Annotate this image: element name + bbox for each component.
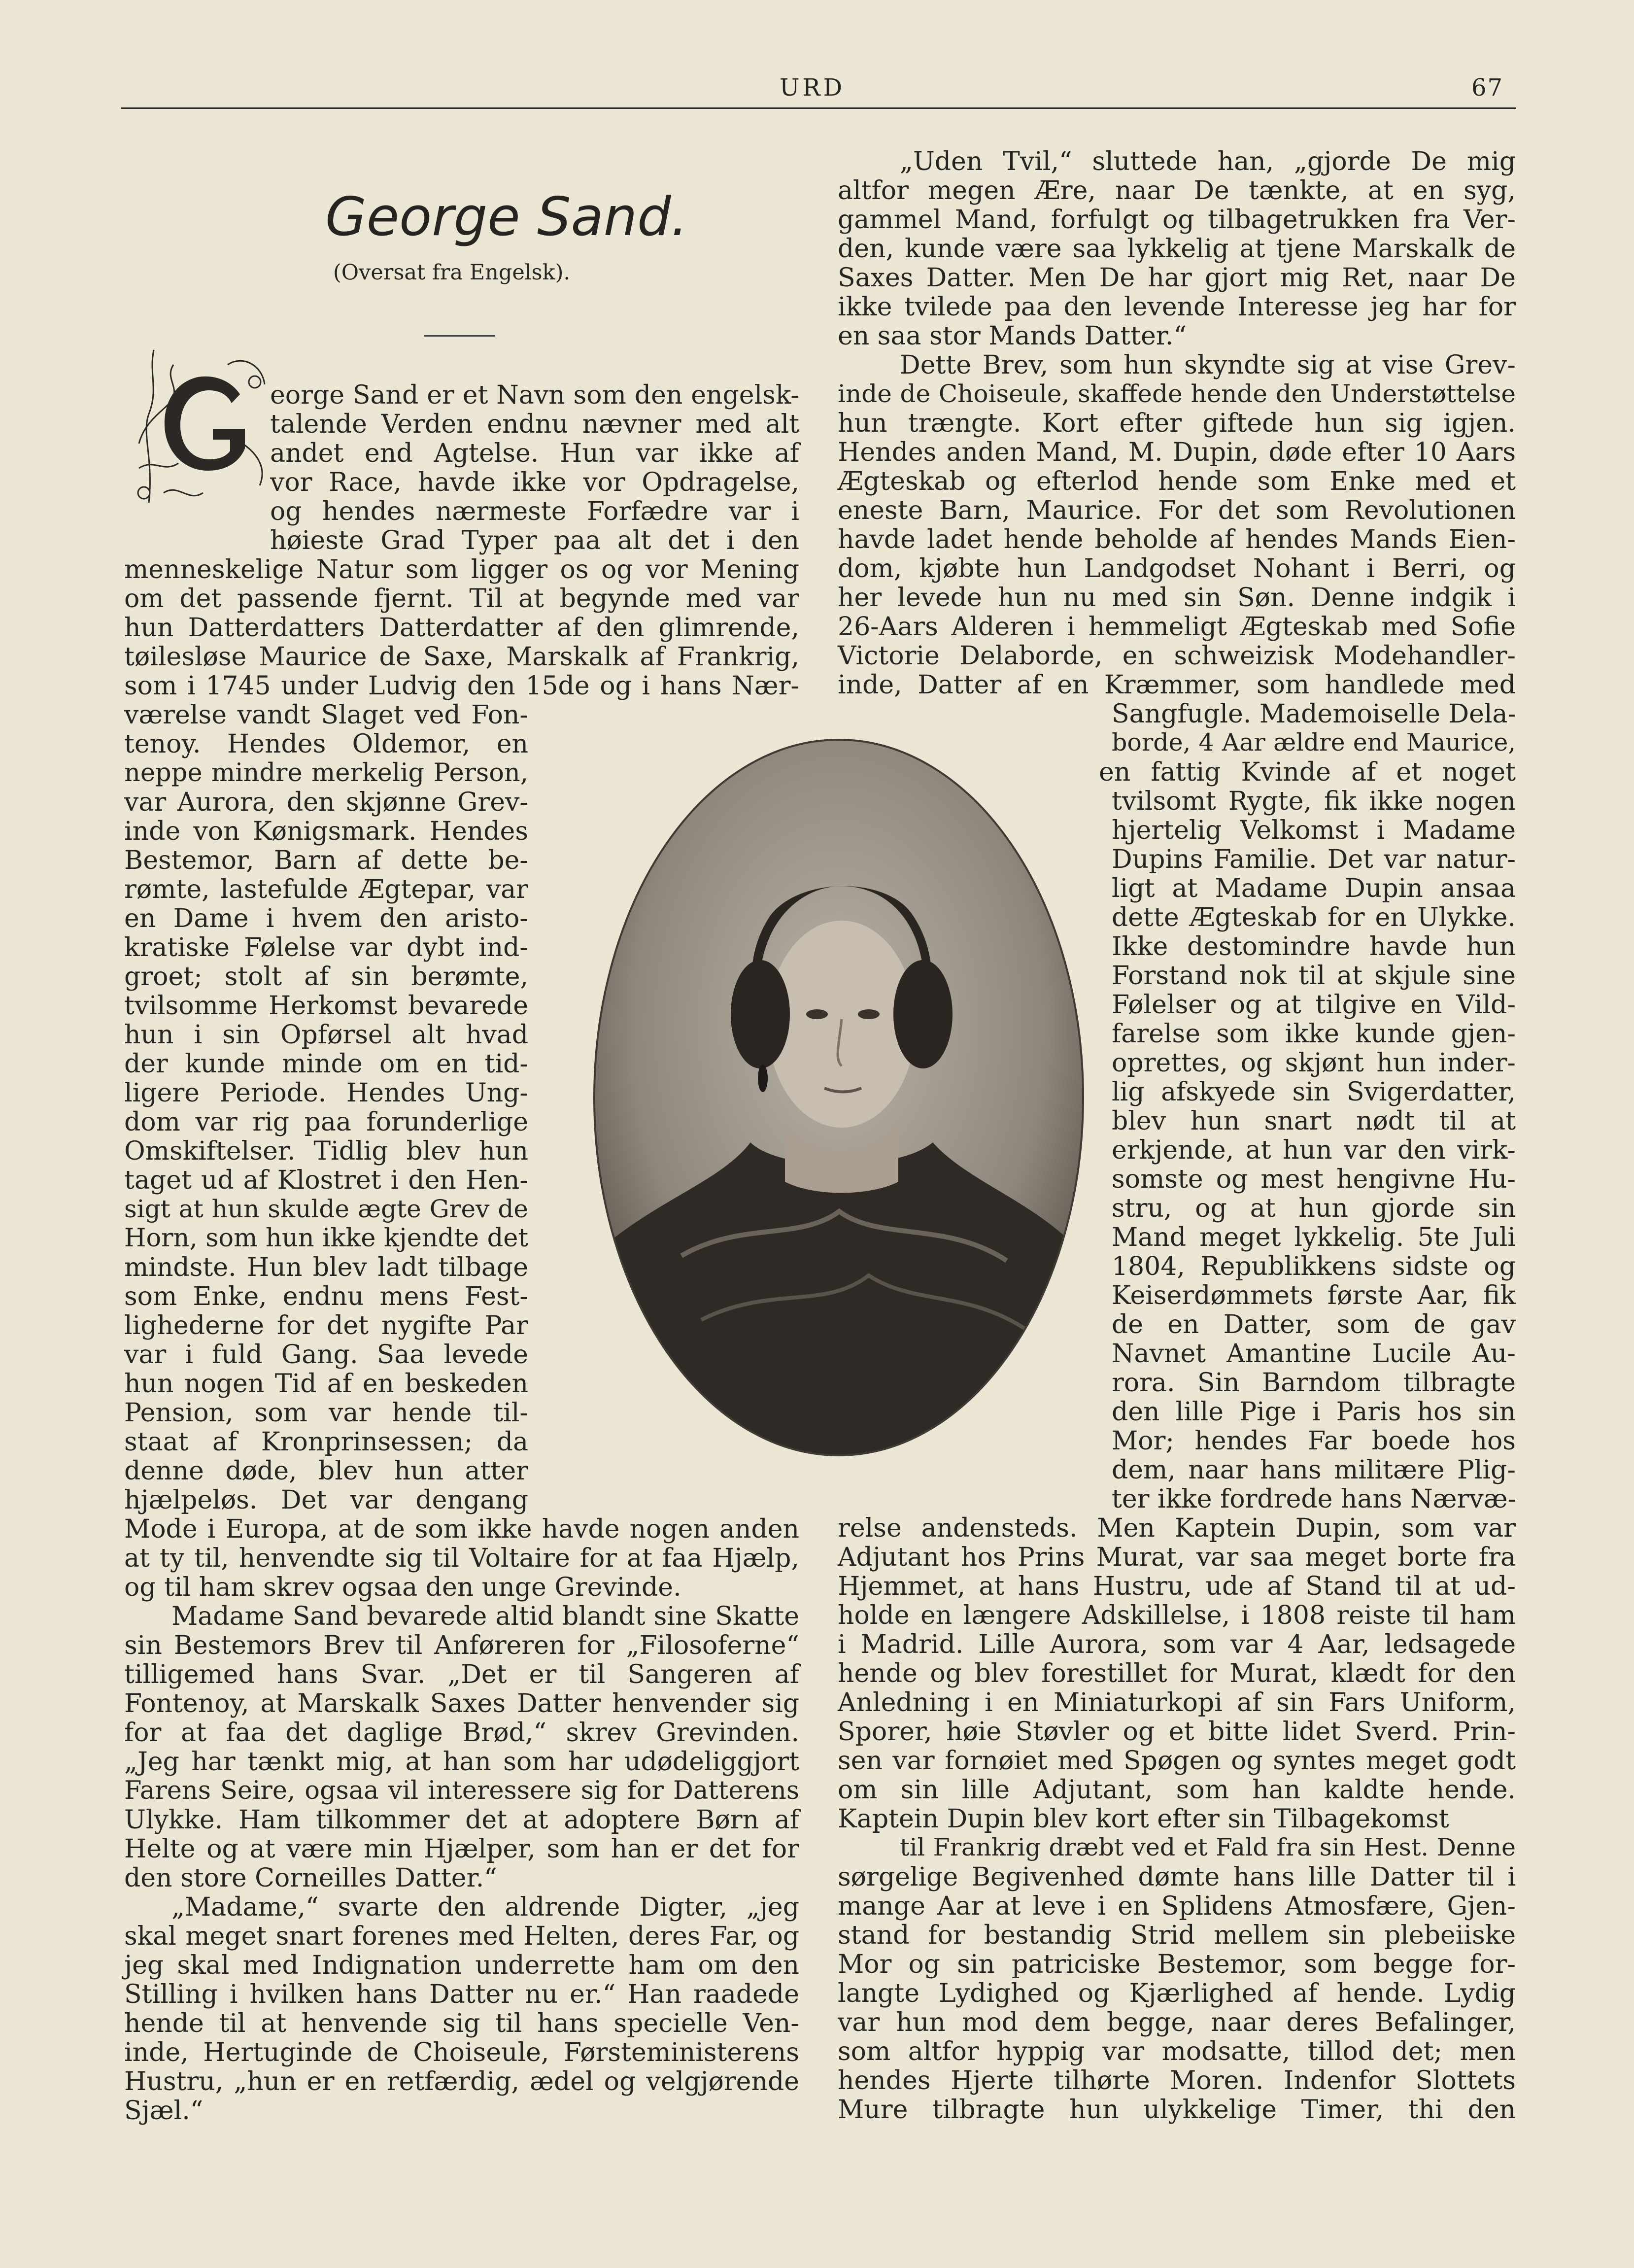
text-line: Forstand nok til at skjule sine (1112, 961, 1516, 991)
text-line: inde, Datter af en Kræmmer, som handlede med (838, 670, 1516, 700)
text-line: skal meget snart forenes med Helten, deres Far, og (124, 1922, 799, 1951)
drop-cap-ornament-icon (129, 345, 270, 508)
text-line: taget ud af Klostret i den Hen- (124, 1166, 528, 1195)
text-line: var hun mod dem begge, naar deres Befalinger, (838, 2008, 1516, 2037)
text-line: Helte og at være min Hjælper, som han er det for (124, 1834, 799, 1864)
text-line: rømte, lastefulde Ægtepar, var (124, 875, 528, 904)
text-line: som Enke, endnu mens Fest- (124, 1282, 528, 1311)
text-line: stru, og at hun gjorde sin (1112, 1194, 1516, 1223)
text-line: altfor megen Ære, naar De tænkte, at en syg, (838, 176, 1516, 206)
text-line: Dupins Familie. Det var natur- (1112, 845, 1516, 874)
text-line: inde, Hertuginde de Choiseule, Førsteministerens (124, 2038, 799, 2067)
text-line: „Madame,“ svarte den aldrende Digter, „jeg (171, 1892, 799, 1922)
text-line: farelse som ikke kunde gjen- (1112, 1019, 1516, 1049)
text-line: til Frankrig dræbt ved et Fald fra sin Hest. Denne (900, 1833, 1516, 1861)
text-line: værelse vandt Slaget ved Fon- (124, 700, 528, 730)
text-line: Ulykke. Ham tilkommer det at adoptere Børn af (124, 1805, 799, 1835)
text-line: Mand meget lykkelig. 5te Juli (1112, 1223, 1516, 1252)
text-line: borde, 4 Aar ældre end Maurice, (1112, 728, 1516, 756)
text-line: dem, naar hans militære Plig- (1112, 1455, 1516, 1485)
text-line: staat af Kronprinsessen; da (124, 1427, 528, 1457)
text-line: stand for bestandig Strid mellem sin plebeiiske (838, 1921, 1516, 1950)
text-line: talende Verden endnu nævner med alt (270, 410, 799, 439)
text-line: og til ham skrev ogsaa den unge Grevinde. (124, 1573, 681, 1602)
text-line: Mor og sin patriciske Bestemor, som begge for- (838, 1950, 1516, 1979)
text-line: tvilsomt Rygte, fik ikke nogen (1112, 787, 1516, 816)
text-line: en fattig Kvinde af et noget (1099, 757, 1516, 787)
text-line: somste og mest hengivne Hu- (1112, 1165, 1516, 1194)
text-line: Madame Sand bevarede altid blandt sine Skatte (171, 1602, 799, 1631)
text-line: den lille Pige i Paris hos sin (1112, 1397, 1516, 1427)
text-line: hende og blev forestillet for Murat, klædt for den (838, 1659, 1516, 1688)
text-line: jeg skal med Indignation underrette ham om den (124, 1951, 799, 1980)
text-line: langte Lydighed og Kjærlighed af hende. Lydig (838, 1979, 1516, 2008)
text-line: tøilesløse Maurice de Saxe, Marskalk af Frankrig, (124, 642, 799, 672)
text-line: hendes Hjerte tilhørte Moren. Indenfor Slottets (838, 2066, 1516, 2096)
george-sand-portrait-icon (593, 738, 1085, 1457)
text-line: vor Race, havde ikke vor Opdragelse, (270, 468, 799, 497)
text-line: og hendes nærmeste Forfædre var i (270, 497, 799, 526)
text-line: at ty til, henvendte sig til Voltaire for at faa Hjælp, (124, 1544, 799, 1573)
text-line: Sjæl.“ (124, 2096, 204, 2126)
text-line: inde de Choiseule, skaffede hende den Understøttelse (838, 379, 1516, 408)
text-line: ikke tvilede paa den levende Interesse jeg har for (838, 292, 1516, 322)
text-line: 1804, Republikkens sidste og (1112, 1252, 1516, 1281)
text-line: den store Corneilles Datter.“ (124, 1863, 497, 1893)
text-line: sin Bestemors Brev til Anføreren for „Filosoferne“ (124, 1631, 799, 1660)
text-line: havde ladet hende beholde af hendes Mands Eien- (838, 525, 1516, 554)
text-line: en saa stor Mands Datter.“ (838, 321, 1187, 351)
page-number: 67 (1471, 74, 1504, 102)
text-line: Mor; hendes Far boede hos (1112, 1426, 1516, 1456)
text-line: hun i sin Opførsel alt hvad (124, 1020, 528, 1050)
text-line: Omskiftelser. Tidlig blev hun (124, 1136, 528, 1166)
text-line: Sporer, høie Støvler og et bitte lidet Sverd. Prin- (838, 1717, 1516, 1747)
text-line: Farens Seire, ogsaa vil interessere sig for Datterens (124, 1776, 799, 1805)
text-line: Hustru, „hun er en retfærdig, ædel og velgjørende (124, 2067, 799, 2096)
text-line: Victorie Delaborde, en schweizisk Modehandler- (838, 641, 1516, 671)
text-line: Sangfugle. Mademoiselle Dela- (1112, 699, 1517, 729)
text-line: andet end Agtelse. Hun var ikke af (270, 439, 799, 468)
text-line: ligt at Madame Dupin ansaa (1112, 874, 1516, 903)
text-line: som altfor hyppig var modsatte, tillod det; men (838, 2037, 1516, 2066)
text-line: for at faa det daglige Brød,“ skrev Grevinden. (124, 1718, 799, 1748)
text-line: sen var fornøiet med Spøgen og syntes meget godt (838, 1746, 1516, 1776)
text-line: Anledning i en Miniaturkopi af sin Fars Uniform, (838, 1688, 1516, 1718)
header-rule (121, 107, 1516, 109)
text-line: Horn, som hun ikke kjendte det (124, 1224, 528, 1253)
text-line: høieste Grad Typer paa alt det i den (270, 526, 799, 555)
text-line: Hjemmet, at hans Hustru, ude af Stand til at ud- (838, 1572, 1516, 1601)
text-line: Pension, som var hende til- (124, 1398, 528, 1428)
running-header-title: URD (780, 74, 846, 102)
text-line: tilligemed hans Svar. „Det er til Sangeren af (124, 1660, 799, 1689)
text-line: tvilsomme Herkomst bevarede (124, 991, 528, 1021)
text-line: dom var rig paa forunderlige (124, 1107, 528, 1137)
text-line: var Aurora, den skjønne Grev- (124, 788, 528, 817)
text-line: erkjende, at hun var den virk- (1112, 1135, 1516, 1165)
text-line: sørgelige Begivenhed dømte hans lille Datter til i (838, 1862, 1516, 1892)
text-line: Følelser og at tilgive en Vild- (1112, 990, 1516, 1020)
text-line: Bestemor, Barn af dette be- (124, 846, 528, 875)
text-line: Kaptein Dupin blev kort efter sin Tilbagekomst (838, 1804, 1449, 1834)
text-line: Saxes Datter. Men De har gjort mig Ret, naar De (838, 263, 1516, 293)
text-line: menneskelige Natur som ligger os og vor Mening (124, 555, 799, 584)
text-line: rora. Sin Barndom tilbragte (1112, 1368, 1516, 1398)
text-line: inde von Kønigsmark. Hendes (124, 817, 528, 846)
text-line: mange Aar at leve i en Splidens Atmosfære, Gjen- (838, 1891, 1516, 1921)
text-line: hende til at henvende sig til hans specielle Ven- (124, 2009, 799, 2038)
text-line: hun trængte. Kort efter giftede hun sig igjen. (838, 409, 1516, 438)
text-line: ligere Periode. Hendes Ung- (124, 1078, 528, 1108)
text-line: en Dame i hvem den aristo- (124, 904, 528, 933)
text-line: eneste Barn, Maurice. For det som Revolutionen (838, 496, 1516, 525)
text-line: lighederne for det nygifte Par (124, 1311, 528, 1340)
text-line: Mure tilbragte hun ulykkelige Timer, thi den (838, 2095, 1516, 2125)
text-line: Navnet Amantine Lucile Au- (1112, 1339, 1516, 1369)
article-title: George Sand. (325, 186, 688, 248)
text-line: der kunde minde om en tid- (124, 1049, 528, 1079)
text-line: neppe mindre merkelig Person, (124, 758, 528, 788)
text-line: Hendes anden Mand, M. Dupin, døde efter 10 Aars (838, 438, 1516, 467)
text-line: Fontenoy, at Marskalk Saxes Datter henvender sig (124, 1689, 799, 1718)
text-line: den, kunde være saa lykkelig at tjene Marskalk de (838, 234, 1516, 264)
text-line: eorge Sand er et Navn som den engelsk- (270, 380, 799, 410)
text-line: ter ikke fordrede hans Nærvæ- (1112, 1484, 1517, 1514)
text-line: blev hun snart nødt til at (1112, 1106, 1516, 1136)
text-line: gammel Mand, forfulgt og tilbagetrukken fra Ver- (838, 205, 1516, 235)
text-line: holde en længere Adskillelse, i 1808 reiste til ham (838, 1601, 1516, 1630)
text-line: oprettes, og skjønt hun inder- (1112, 1048, 1516, 1078)
article-subtitle: (Oversat fra Engelsk). (333, 260, 571, 285)
text-line: Adjutant hos Prins Murat, var saa meget borte fra (838, 1543, 1516, 1572)
text-line: var i fuld Gang. Saa levede (124, 1340, 528, 1370)
text-line: Stilling i hvilken hans Datter nu er.“ Han raadede (124, 1980, 799, 2009)
text-line: dom, kjøbte hun Landgodset Nohant i Berri, og (838, 554, 1516, 584)
text-line: „Jeg har tænkt mig, at han som har udødeliggjort (124, 1747, 799, 1777)
text-line: de en Datter, som de gav (1112, 1310, 1516, 1340)
text-line: om det passende fjernt. Til at begynde med var (124, 584, 799, 614)
text-line: sigt at hun skulde ægte Grev de (124, 1195, 528, 1223)
text-line: mindste. Hun blev ladt tilbage (124, 1253, 528, 1282)
text-line: Mode i Europa, at de som ikke havde nogen anden (124, 1514, 799, 1544)
text-line: „Uden Tvil,“ sluttede han, „gjorde De mig (900, 147, 1516, 176)
text-line: dette Ægteskab for en Ulykke. (1112, 903, 1516, 932)
text-line: Dette Brev, som hun skyndte sig at vise Grev- (900, 350, 1516, 380)
text-line: i Madrid. Lille Aurora, som var 4 Aar, ledsagede (838, 1630, 1516, 1659)
text-line: 26-Aars Alderen i hemmeligt Ægteskab med Sofie (838, 612, 1516, 642)
text-line: her levede hun nu med sin Søn. Denne indgik i (838, 583, 1516, 613)
text-line: denne døde, blev hun atter (124, 1456, 528, 1486)
text-line: Ikke destomindre havde hun (1112, 932, 1516, 962)
text-line: om sin lille Adjutant, som han kaldte hende. (838, 1775, 1516, 1805)
text-line: relse andensteds. Men Kaptein Dupin, som var (838, 1513, 1516, 1543)
text-line: hjælpeløs. Det var dengang (124, 1485, 528, 1515)
text-line: hun nogen Tid af en besked​en (124, 1369, 528, 1399)
text-line: tenoy. Hendes Oldemor, en (124, 729, 528, 759)
text-line: hjertelig Velkomst i Madame (1112, 816, 1516, 845)
text-line: hun Datterdatters Datterdatter af den glimrende, (124, 613, 799, 643)
text-line: kratiske Følelse var dybt ind- (124, 933, 528, 962)
text-line: Keiserdømmets første Aar, fik (1112, 1281, 1516, 1310)
text-line: Ægteskab og efterlod hende som Enke med et (838, 467, 1516, 496)
text-line: groet; stolt af sin berømte, (124, 962, 528, 992)
title-divider (424, 335, 495, 337)
text-line: lig afskyede sin Svigerdatter, (1112, 1077, 1516, 1107)
text-line: som i 1745 under Ludvig den 15de og i hans Nær- (124, 671, 799, 701)
